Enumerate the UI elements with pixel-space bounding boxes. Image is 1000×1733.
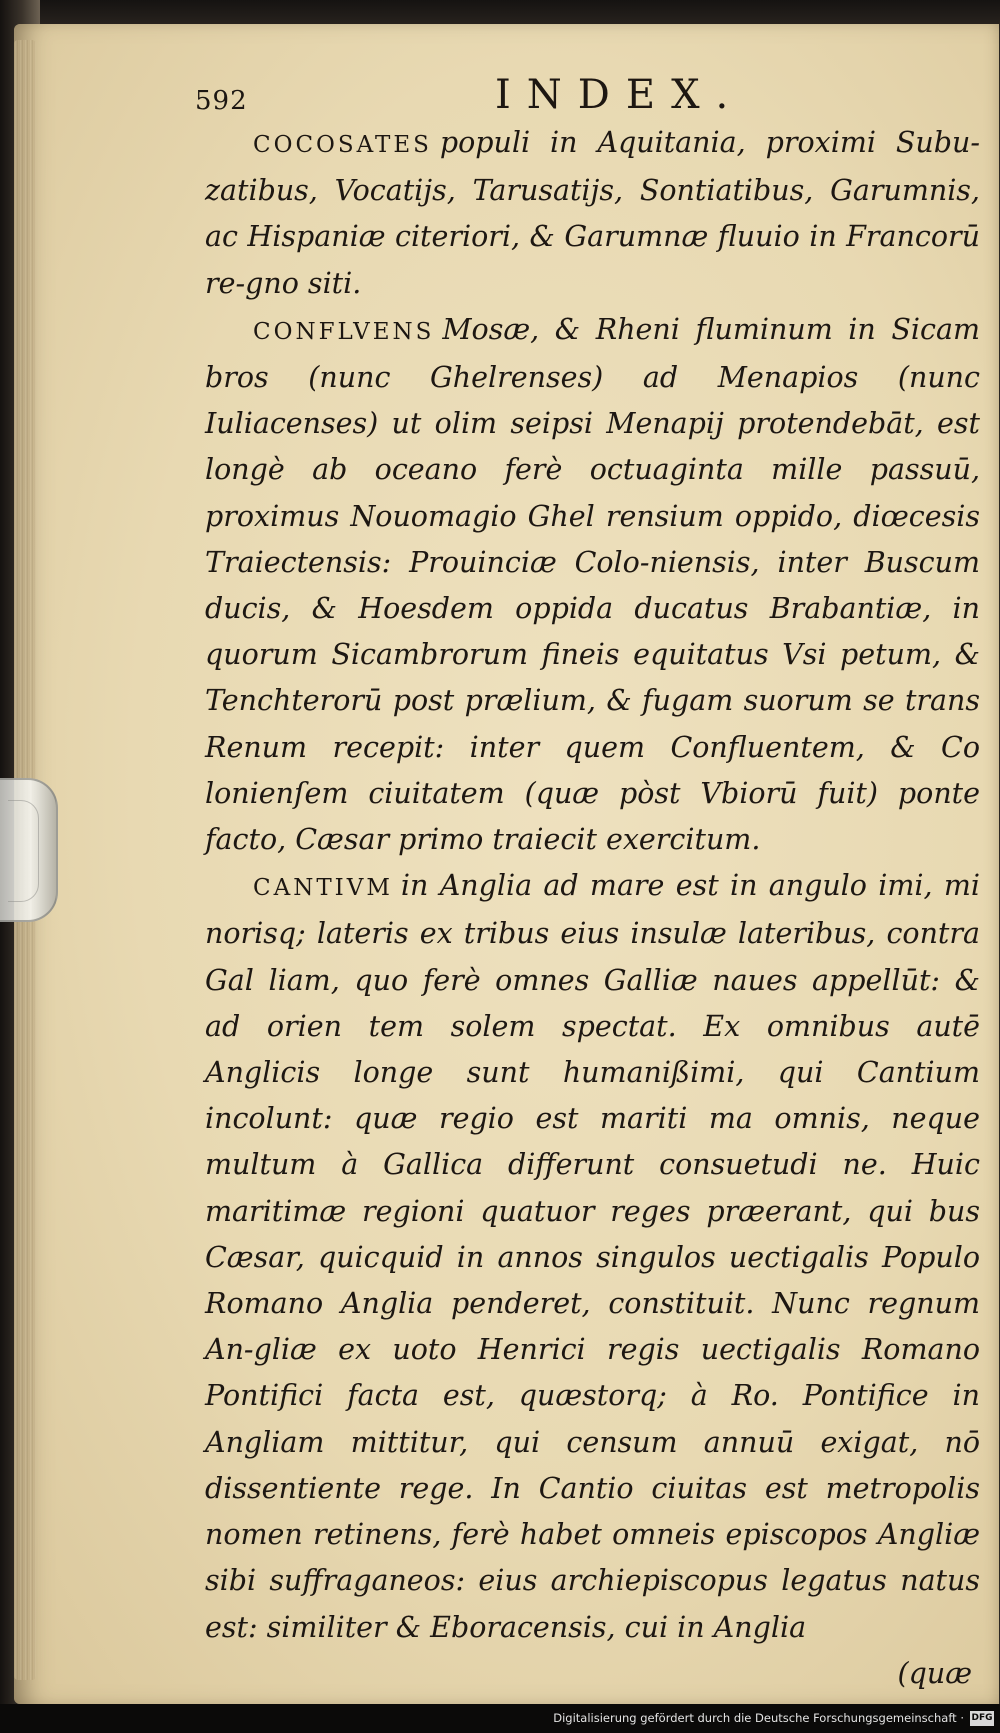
catchword: (quæ bbox=[897, 1656, 972, 1690]
page-number: 592 bbox=[195, 86, 248, 116]
index-entry bbox=[205, 120, 980, 307]
page-clip bbox=[0, 778, 58, 922]
index-entry bbox=[205, 863, 980, 1650]
entry-lemma: COCOSATES bbox=[253, 132, 432, 158]
funding-credit: Digitalisierung gefördert durch die Deutsche Forschungsgemeinschaft · bbox=[553, 1711, 964, 1725]
entry-text: in Anglia ad mare est in angulo imi, mi norisq; lateris ex tribus eius insulæ lateribus, contra Gal liam, quo ferè omnes Galliæ naues appellūt: & ad orien tem solem spectat. Ex omnibus autē Anglicis longe sunt humanißimi, qui Cantium incolunt: quæ regio est mariti ma omnis, neque multum à Gallica differunt consuetudi ne. Huic maritimæ regioni quatuor reges præerant, qui bus Cæsar, quicquid in annos singulos uectigalis Populo Romano Anglia penderet, constituit. Nunc regnum An-gliæ ex uoto Henrici regis uectigalis Romano Pontifici facta est, quæstorq; à Ro. Pontifice in Angliam mittitur, qui censum annuū exigat, nō dissentiente rege. In Cantio ciuitas est metropolis nomen retinens, ferè habet omneis episcopos Angliæ sibi suffraganeos: eius archiepiscopus legatus natus est: similiter & Eboracensis, cui in Anglia bbox=[205, 869, 980, 1644]
page-text bbox=[195, 72, 980, 1697]
footer-bar bbox=[0, 1704, 1000, 1733]
entry-text: populi in Aquitania, proximi Subu-zatibus, Vocatijs, Tarusatijs, Sontiatibus, Garumnis, ac Hispaniæ citeriori, & Garumnæ fluuio in Francorū re-gno siti. bbox=[205, 126, 980, 300]
entry-lemma: CANTIVM bbox=[253, 875, 393, 902]
page-header bbox=[195, 72, 980, 120]
page-clip-inner bbox=[8, 800, 39, 902]
entry-text: Mosæ, & Rheni fluminum in Sicam bros (nunc Ghelrenses) ad Menapios (nunc Iuliacenses) ut olim seipsi Menapij protendebāt, est longè ab oceano ferè octuaginta mille passuū, proximus Nouomagio Ghel rensium oppido, diœcesis Traiectensis: Prouinciæ Colo-niensis, inter Buscum ducis, & Hoesdem oppida ducatus Brabantiæ, in quorum Sicambrorum fineis equitatus Vsi petum, & Tenchterorū post prælium, & fugam suorum se trans Renum recepit: inter quem Confluentem, & Co lonienſem ciuitatem (quæ pòst Vbiorū fuit) ponte facto, Cæsar primo traiecit exercitum. bbox=[205, 312, 980, 857]
index-entry bbox=[205, 307, 980, 863]
entry-lemma: CONFLVENS bbox=[253, 318, 435, 345]
running-head: INDEX. bbox=[495, 72, 745, 118]
dfg-logo-icon: DFG bbox=[970, 1711, 994, 1726]
